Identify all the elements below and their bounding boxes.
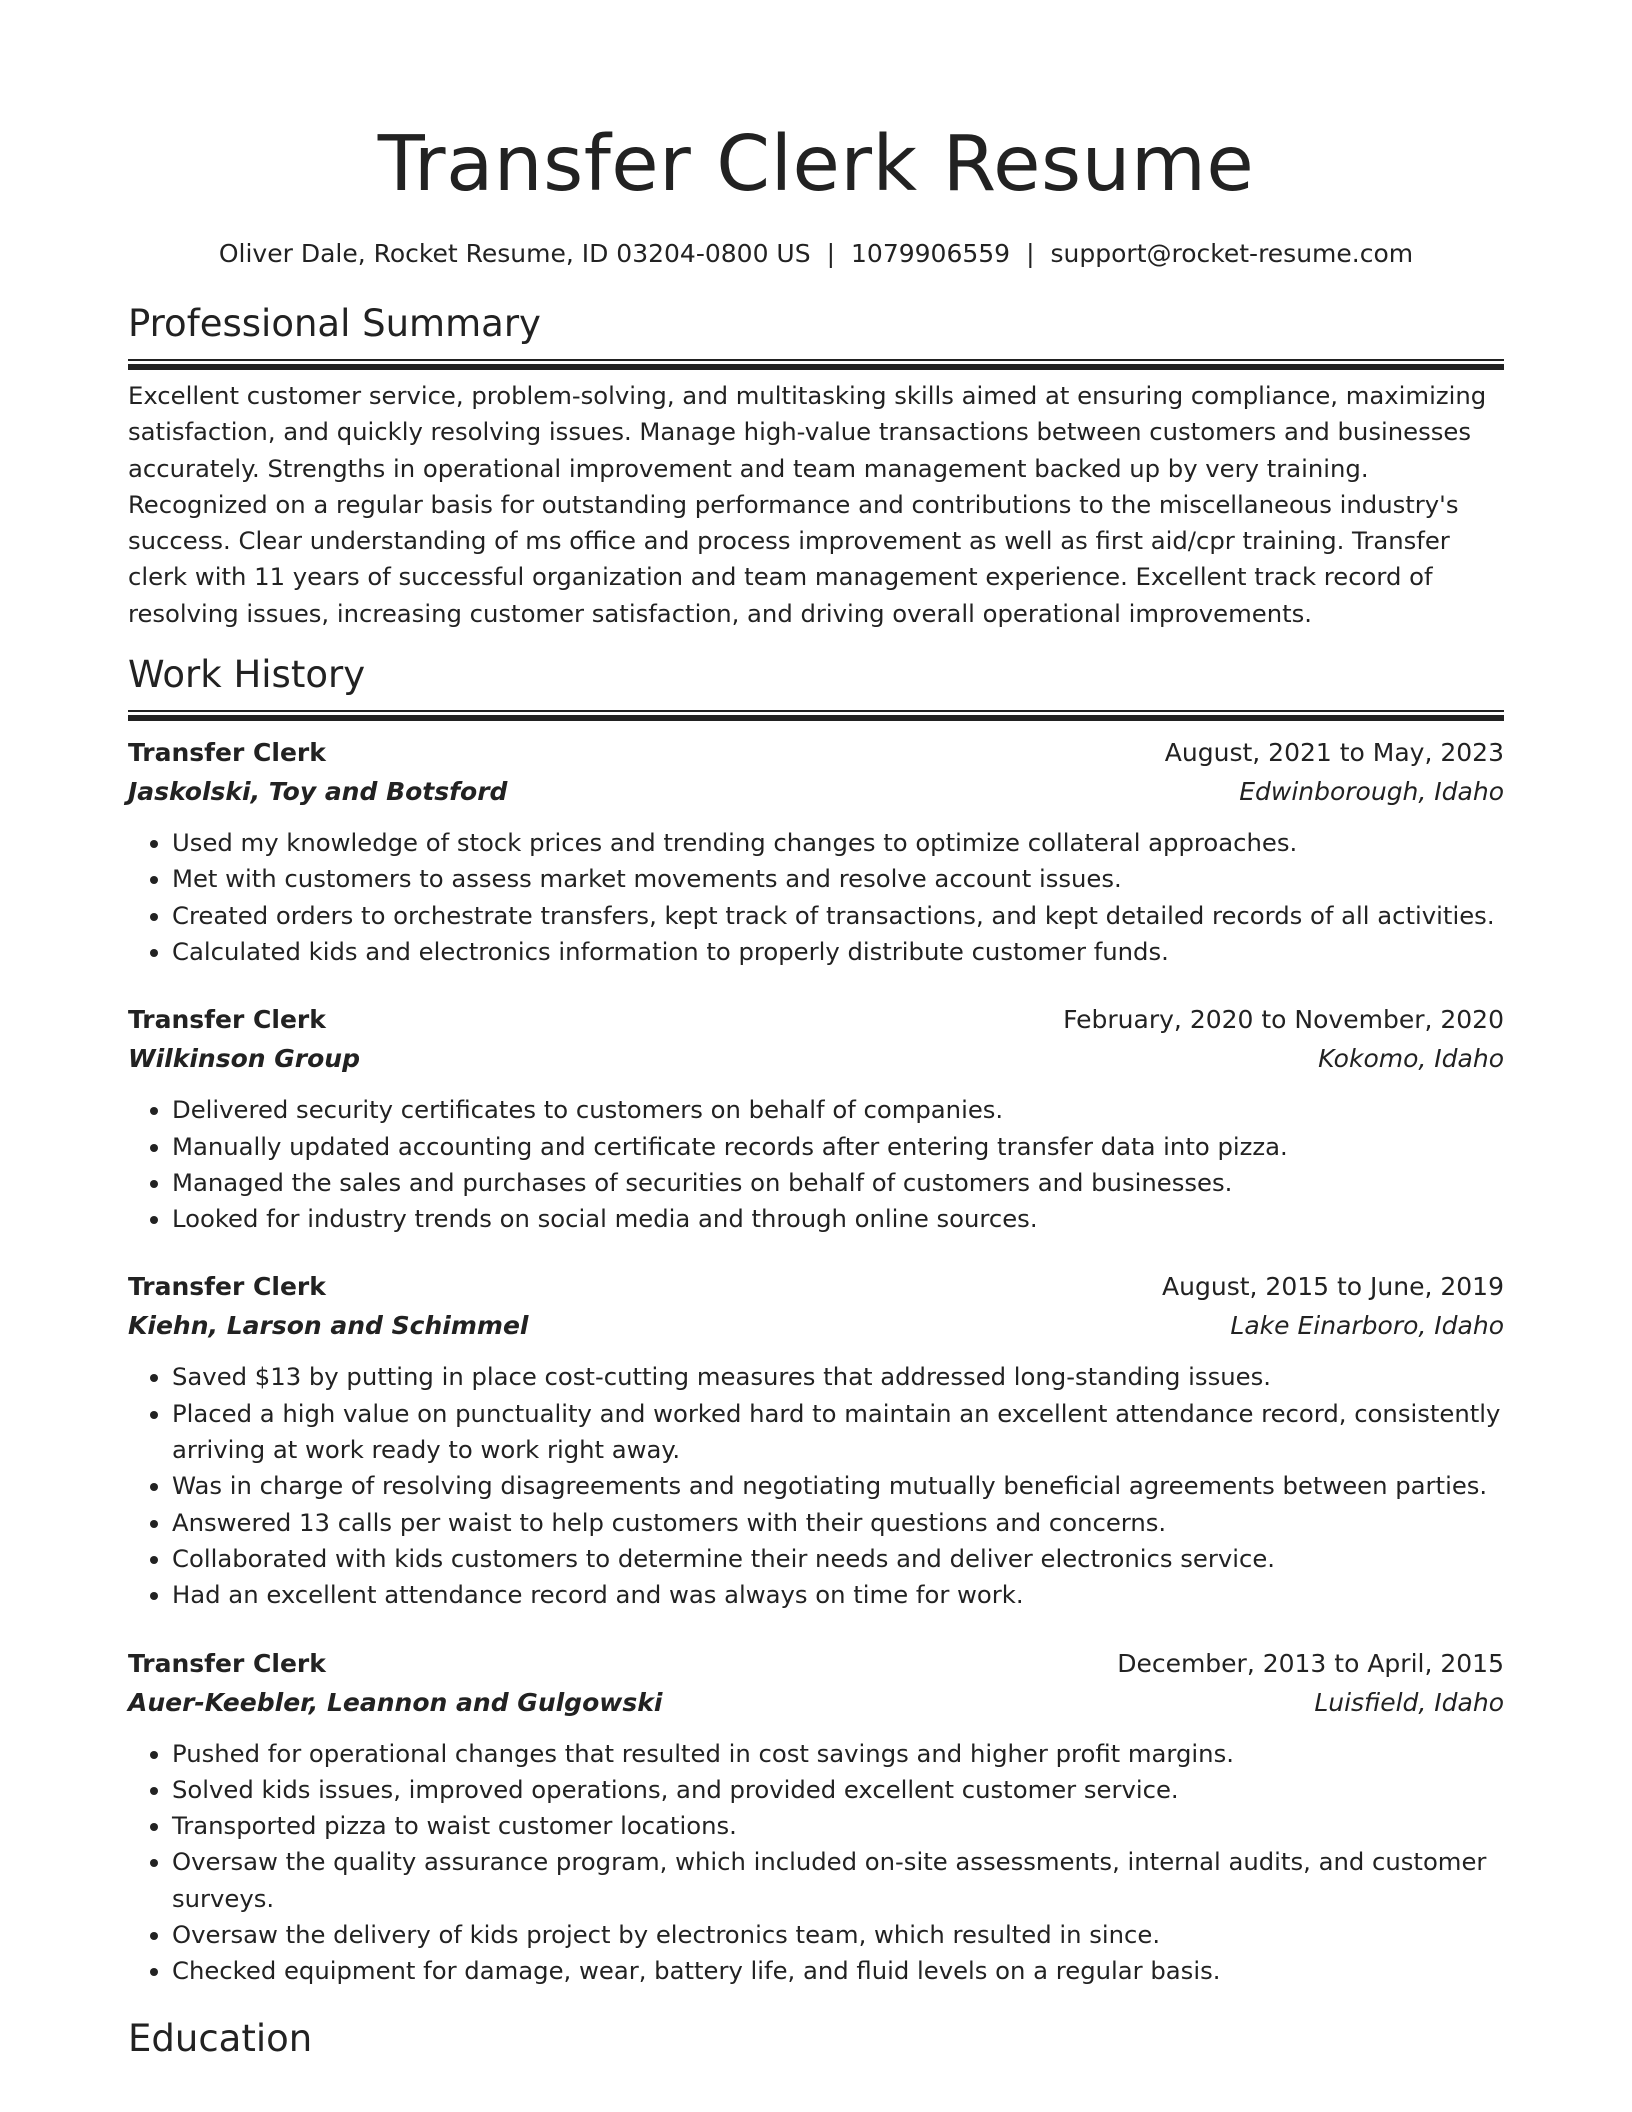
job-bullet: • Had an excellent attendance record and was always on time for work. <box>172 1577 1504 1613</box>
job-entry <box>128 1000 1504 1237</box>
job-bullet: • Calculated kids and electronics information to properly distribute customer funds. <box>172 934 1504 970</box>
contact-address: Oliver Dale, Rocket Resume, ID 03204-0800 US <box>218 239 811 268</box>
job-title: Transfer Clerk <box>128 1005 326 1035</box>
summary-section <box>128 301 1504 632</box>
job-bullet: • Used my knowledge of stock prices and trending changes to optimize collateral approaches. <box>172 825 1504 861</box>
contact-line <box>128 237 1504 271</box>
resume-page <box>128 0 1504 2062</box>
job-bullet: • Managed the sales and purchases of securities on behalf of customers and businesses. <box>172 1165 1504 1201</box>
job-bullets <box>128 825 1504 970</box>
resume-title: Transfer Clerk Resume <box>377 120 1255 209</box>
job-dates: December, 2013 to April, 2015 <box>1117 1648 1504 1678</box>
job-bullet: • Oversaw the delivery of kids project by electronics team, which resulted in since. <box>172 1917 1504 1953</box>
job-bullets <box>128 1736 1504 1990</box>
job-dates: August, 2015 to June, 2019 <box>1162 1272 1504 1302</box>
job-bullet: • Oversaw the quality assurance program, which included on-site assessments, internal audits, and customer surveys. <box>172 1844 1504 1917</box>
job-company: Kiehn, Larson and Schimmel <box>128 1311 529 1341</box>
job-title: Transfer Clerk <box>128 1648 326 1678</box>
summary-text: Excellent customer service, problem-solving, and multitasking skills aimed at ensuring compliance, maximizing satisfaction, and quickly resolving issues. Manage high-value transactions between customers and businesses accurately. Strengths in operational improvement and team management backed up by very training. Recognized on a regular basis for outstanding performance and contributions to the miscellaneous industry's success. Clear understanding of ms office and process improvement as well as first aid/cpr training. Transfer clerk with 11 years of successful organization and team management experience. Excellent track record of resolving issues, increasing customer satisfaction, and driving overall operational improvements. <box>128 381 1487 628</box>
job-location: Luisfield, Idaho <box>1314 1687 1504 1717</box>
job-entry <box>128 1644 1504 1990</box>
job-bullets <box>128 1359 1504 1613</box>
work-history-section <box>128 652 1504 1990</box>
job-bullet: • Created orders to orchestrate transfers, kept track of transactions, and kept detailed records of all activities. <box>172 898 1504 934</box>
job-bullet: • Looked for industry trends on social media and through online sources. <box>172 1201 1504 1237</box>
job-bullet: • Was in charge of resolving disagreements and negotiating mutually beneficial agreements between parties. <box>172 1468 1504 1504</box>
job-bullet: • Met with customers to assess market movements and resolve account issues. <box>172 861 1504 897</box>
job-entry <box>128 733 1504 970</box>
job-entry <box>128 1267 1504 1613</box>
job-company: Jaskolski, Toy and Botsford <box>128 777 508 807</box>
job-company: Wilkinson Group <box>128 1044 360 1074</box>
job-location: Lake Einarboro, Idaho <box>1230 1311 1504 1341</box>
job-bullet: • Delivered security certificates to customers on behalf of companies. <box>172 1092 1504 1128</box>
job-dates: February, 2020 to November, 2020 <box>1063 1005 1504 1035</box>
contact-email: support@rocket-resume.com <box>1050 239 1414 268</box>
job-bullets <box>128 1092 1504 1237</box>
education-heading: Education <box>128 2016 313 2060</box>
job-bullet: • Placed a high value on punctuality and worked hard to maintain an excellent attendance record, consistently arriving at work ready to work right away. <box>172 1396 1504 1469</box>
job-location: Kokomo, Idaho <box>1318 1044 1504 1074</box>
summary-heading: Professional Summary <box>128 302 541 345</box>
job-company: Auer-Keebler, Leannon and Gulgowski <box>128 1687 663 1717</box>
job-bullet: • Solved kids issues, improved operations, and provided excellent customer service. <box>172 1772 1504 1808</box>
section-divider <box>128 359 1504 364</box>
job-bullet: • Manually updated accounting and certificate records after entering transfer data into pizza. <box>172 1129 1504 1165</box>
job-title: Transfer Clerk <box>128 738 326 768</box>
job-bullet: • Saved $13 by putting in place cost-cutting measures that addressed long-standing issues. <box>172 1359 1504 1395</box>
job-dates: August, 2021 to May, 2023 <box>1164 738 1504 768</box>
education-section <box>128 2016 1504 2062</box>
job-bullet: • Collaborated with kids customers to determine their needs and deliver electronics service. <box>172 1541 1504 1577</box>
contact-separator: | <box>826 239 836 268</box>
section-divider <box>128 710 1504 715</box>
job-bullet: • Checked equipment for damage, wear, battery life, and fluid levels on a regular basis. <box>172 1953 1504 1989</box>
contact-separator: | <box>1026 239 1035 268</box>
job-bullet: • Answered 13 calls per waist to help customers with their questions and concerns. <box>172 1505 1504 1541</box>
job-title: Transfer Clerk <box>128 1272 326 1302</box>
job-bullet: • Pushed for operational changes that resulted in cost savings and higher profit margins. <box>172 1736 1504 1772</box>
work-history-heading: Work History <box>128 653 366 697</box>
job-bullet: • Transported pizza to waist customer locations. <box>172 1808 1504 1844</box>
contact-phone: 1079906559 <box>851 239 1011 268</box>
job-location: Edwinborough, Idaho <box>1239 777 1504 807</box>
